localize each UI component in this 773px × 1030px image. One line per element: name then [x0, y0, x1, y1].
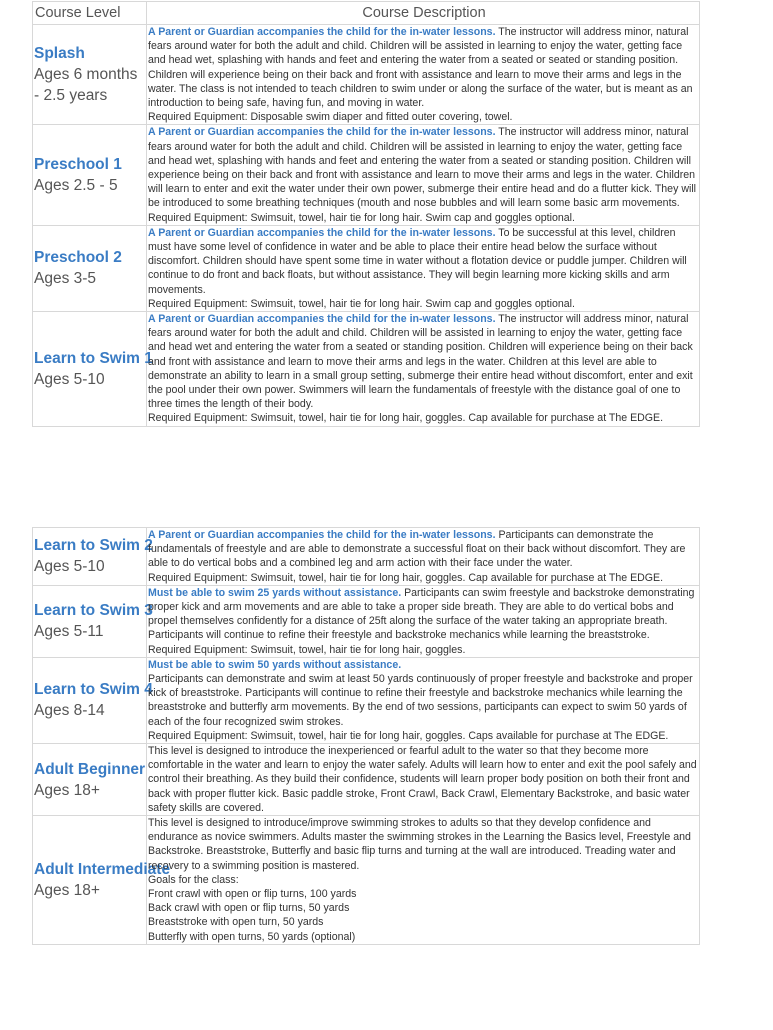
course-description-text [148, 312, 698, 411]
course-description-line: Required Equipment: Swimsuit, towel, hair tie for long hair, goggles. Caps available for purchase at The EDGE. [148, 729, 669, 742]
course-requirement-highlight: A Parent or Guardian accompanies the child for the in-water lessons. [148, 126, 496, 139]
course-description-cell [147, 585, 700, 657]
course-description-line: Required Equipment: Swimsuit, towel, hair tie for long hair, goggles. [148, 643, 466, 656]
course-age: - 2.5 years [34, 87, 108, 105]
course-level-header: Course Level [33, 2, 147, 25]
course-description-line: Required Equipment: Disposable swim diaper and fitted outer covering, towel. [148, 111, 513, 124]
course-age: Ages 3-5 [34, 270, 97, 288]
course-description-body: This level is designed to introduce/improve swimming strokes to adults so that they develop confidence and endurance as novice swimmers. Adults master the swimming strokes in the Learning the Basics level, Freestyle and Backstroke. Breaststroke, Butterfly and basic flip turns and turning at the wall are introduced. Treading water and recovery to a swimming position is mastered. [148, 817, 691, 872]
course-requirement-highlight: A Parent or Guardian accompanies the child for the in-water lessons. [148, 313, 496, 326]
course-description-body: The instructor will address minor, natural fears around water for both the adult and child. Children will be assisted in learning to enjoy the water, getting face and head wet and entering the water from a seated or standing position. Children will experience being on their back and front with assistance and learn to move their arms and legs in the water. Children at this level are able to demonstrate an ability to learn in a small group setting, submerge their entire head without discomfort, enter and exit the pool under their own power. Swimmers will learn the fundamentals of freestyle with the distance goal of one to three times the length of their body. [148, 313, 693, 411]
course-name: Adult Beginner [34, 760, 146, 778]
course-description-cell [147, 657, 700, 743]
course-table-2 [32, 527, 700, 945]
course-row-preschool-2 [33, 225, 700, 311]
course-level-cell [33, 657, 153, 743]
course-age: Ages 18+ [34, 881, 100, 899]
course-level-cell [33, 25, 147, 125]
course-level-cell [33, 585, 153, 657]
course-requirement-highlight: Must be able to swim 50 yards without assistance. [148, 658, 402, 671]
course-description-cell [147, 312, 700, 427]
course-description-cell [147, 125, 700, 225]
course-description-cell [147, 816, 700, 945]
course-description-line: Goals for the class: [148, 873, 239, 886]
course-description-cell [147, 528, 700, 586]
course-age: Ages 6 months [34, 66, 138, 84]
course-level-cell [33, 312, 153, 427]
course-description-text [148, 25, 698, 110]
course-name: Learn to Swim 4 [34, 681, 153, 699]
course-row-splash [33, 25, 700, 125]
course-description-text [148, 658, 698, 672]
course-description-line: Front crawl with open or flip turns, 100 yards [148, 888, 357, 901]
course-description-header: Course Description [147, 2, 700, 25]
table-header-row [33, 2, 700, 25]
course-description-line: Required Equipment: Swimsuit, towel, hair tie for long hair, goggles. Cap available for purchase at The EDGE. [148, 571, 664, 584]
course-name: Preschool 2 [34, 249, 122, 267]
course-description-cell [147, 744, 700, 816]
course-name: Splash [34, 45, 85, 63]
course-row-learn-to-swim-2 [33, 528, 700, 586]
course-description-text [148, 744, 698, 815]
course-description-line: Breaststroke with open turn, 50 yards [148, 916, 324, 929]
course-description-body: To be successful at this level, children must have some level of confidence in water and be able to place their entire head below the surface without discomfort. Children should have spent some time in water without a flotation device or puddle jumper. Children will continue to do front and back floats, but without assistance. They will begin learning more kicking skills and arm movements. [148, 226, 687, 296]
course-level-cell [33, 744, 147, 816]
course-requirement-highlight: A Parent or Guardian accompanies the child for the in-water lessons. [148, 26, 496, 38]
course-age: Ages 5-11 [34, 623, 104, 641]
course-level-cell [33, 125, 147, 225]
course-description-body: This level is designed to introduce the inexperienced or fearful adult to the water so that they become more comfortable in the water and learn to enjoy the water safely. Adults will learn how to enter and exit the pool safely and control their breathing. As they build their confidence, students will learn proper body position on both their front and back with proper flutter kick. Basic paddle stroke, Front Crawl, Back Crawl, Elementary Backstroke, and basic water safety skills are covered. [148, 745, 697, 814]
course-description-body: The instructor will address minor, natural fears around water for both the adult and child. Children will be assisted in learning to enjoy the water, getting face and head wet, splashing with hands and feet and entering the water from a seated or standing position. Children will experience being on their back and front with assistance and learn to move their arms and legs in the water. Children will learn to enter and exit the water under their own power, submerge their entire head and do a flutter kick. They will be introduced to some breathing techniques (mouth and nose bubbles and will learn some basic arm movements. [148, 126, 697, 210]
course-row-adult-beginner [33, 744, 700, 816]
course-name: Adult Intermediate [34, 860, 171, 878]
course-level-cell [33, 225, 147, 311]
course-name: Preschool 1 [34, 156, 122, 174]
course-description-text [148, 816, 698, 873]
course-description-text [148, 226, 698, 297]
course-table-1-body [33, 25, 700, 427]
course-age: Ages 18+ [34, 781, 100, 799]
course-age: Ages 5-10 [34, 558, 105, 576]
course-name: Learn to Swim 2 [34, 537, 153, 555]
course-age: Ages 5-10 [34, 370, 105, 388]
course-row-adult-intermediate [33, 816, 700, 945]
course-description-cell [147, 225, 700, 311]
course-table-1 [32, 1, 700, 427]
course-requirement-highlight: A Parent or Guardian accompanies the child for the in-water lessons. [148, 226, 496, 239]
course-row-preschool-1 [33, 125, 700, 225]
course-description-cell [147, 25, 700, 125]
course-description-line: Participants can demonstrate and swim at least 50 yards continuously of proper freestyle and backstroke and proper kick of breaststroke. Participants will continue to refine their freestyle and backstroke mechanics while learning the breaststroke and butterfly arm movements. By the end of two sessions, participants can expect to swim 50 yards of each of the four recognized swim strokes. [148, 673, 693, 728]
course-row-learn-to-swim-3 [33, 585, 700, 657]
course-description-body: Participants can swim freestyle and backstroke demonstrating proper kick and arm movements and are able to take a proper side breath. They are able to do vertical bobs and propel themselves confidently for a distance of 25ft along the surface of the water taking an appropriate breath. Participants will continue to refine their freestyle and backstroke mechanics while learning the breaststroke. [148, 586, 695, 642]
course-description-text [148, 586, 698, 643]
course-requirement-highlight: A Parent or Guardian accompanies the child for the in-water lessons. [148, 529, 496, 541]
course-level-cell [33, 528, 153, 586]
course-age: Ages 2.5 - 5 [34, 177, 118, 195]
course-description-line: Butterfly with open turns, 50 yards (optional) [148, 930, 356, 943]
course-age: Ages 8-14 [34, 702, 105, 720]
course-requirement-highlight: Must be able to swim 25 yards without assistance. [148, 586, 402, 599]
course-description-body: Participants can demonstrate the fundamentals of freestyle and are able to demonstrate a successful float on their back without discomfort. They are able to do vertical bobs and a combined leg and arm action with their face under the water. [148, 529, 686, 570]
course-description-line: Required Equipment: Swimsuit, towel, hair tie for long hair. Swim cap and goggles optional. [148, 297, 575, 310]
course-row-learn-to-swim-1 [33, 312, 700, 427]
course-table-2-body [33, 528, 700, 945]
course-level-cell [33, 816, 171, 945]
course-description-line: Back crawl with open or flip turns, 50 yards [148, 902, 350, 915]
course-description-line: Required Equipment: Swimsuit, towel, hair tie for long hair, goggles. Cap available for purchase at The EDGE. [148, 412, 664, 425]
course-description-line: Required Equipment: Swimsuit, towel, hair tie for long hair. Swim cap and goggles optional. [148, 211, 575, 224]
course-description-text [148, 528, 698, 571]
course-description-text [148, 125, 698, 210]
course-name: Learn to Swim 3 [34, 602, 153, 620]
course-name: Learn to Swim 1 [34, 349, 153, 367]
course-row-learn-to-swim-4 [33, 657, 700, 743]
course-description-body: The instructor will address minor, natural fears around water for both the adult and child. Children will be assisted in learning to enjoy the water, getting face and head wet, splashing with hands and feet and entering the water from a seated or seated or standing position. Children will experience being on their back and front with assistance and learn to move their arms and legs in the water. The class is not intended to teach children to swim under or along the surface of the water, but is meant as an introduction to being safe, having fun, and moving in water. [148, 26, 693, 110]
